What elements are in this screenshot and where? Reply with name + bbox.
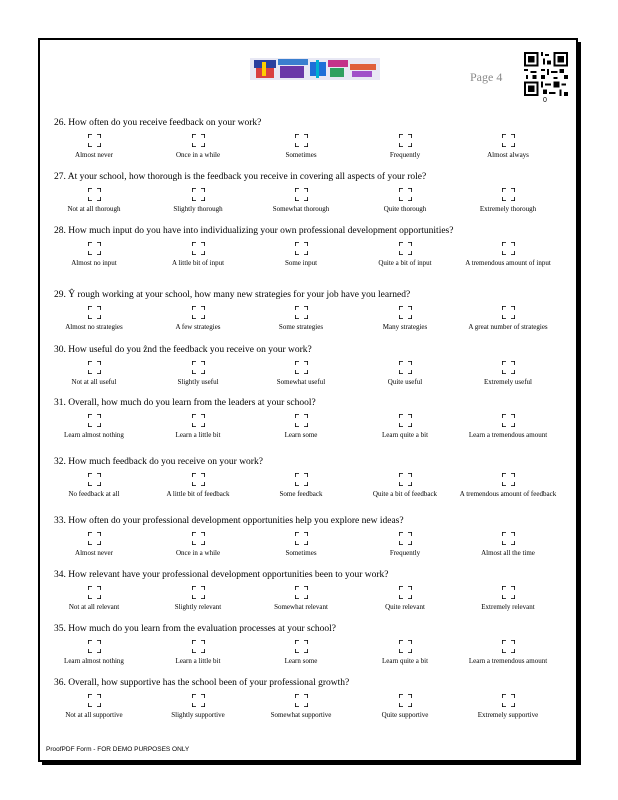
answer-label: Not at all thorough <box>67 205 121 213</box>
checkbox-icon[interactable] <box>399 640 412 653</box>
checkbox-icon[interactable] <box>192 306 205 319</box>
checkbox-icon[interactable] <box>502 242 515 255</box>
checkbox-icon[interactable] <box>88 473 101 486</box>
answer-options <box>40 586 580 616</box>
answer-option[interactable] <box>143 361 253 386</box>
answer-label: Some input <box>284 259 318 267</box>
answer-label: Extremely thorough <box>479 205 537 213</box>
answer-option[interactable] <box>453 188 563 213</box>
answer-label: Once in a while <box>175 549 221 557</box>
answer-option[interactable] <box>453 473 563 498</box>
checkbox-icon[interactable] <box>502 586 515 599</box>
answer-label: Not at all useful <box>71 378 117 386</box>
answer-option[interactable] <box>143 242 253 267</box>
answer-label: Somewhat supportive <box>270 711 332 719</box>
checkbox-icon[interactable] <box>88 242 101 255</box>
answer-label: Slightly supportive <box>171 711 225 719</box>
answer-option[interactable] <box>39 134 149 159</box>
answer-label: Learn quite a bit <box>381 431 429 439</box>
answer-option[interactable] <box>39 188 149 213</box>
answer-label: Quite thorough <box>383 205 427 213</box>
checkbox-icon[interactable] <box>399 134 412 147</box>
answer-option[interactable] <box>453 242 563 267</box>
checkbox-icon[interactable] <box>295 134 308 147</box>
answer-option[interactable] <box>246 242 356 267</box>
footer-text: ProofPDF Form - FOR DEMO PURPOSES ONLY <box>46 746 190 753</box>
checkbox-icon[interactable] <box>399 694 412 707</box>
answer-option[interactable] <box>350 414 460 439</box>
checkbox-icon[interactable] <box>88 134 101 147</box>
answer-label: Once in a while <box>175 151 221 159</box>
question-text: 29. Ŷ rough working at your school, how many new strategies for your job have you learned? <box>54 290 411 300</box>
checkbox-icon[interactable] <box>88 640 101 653</box>
checkbox-icon[interactable] <box>295 532 308 545</box>
answer-label: Almost never <box>75 549 113 557</box>
answer-label: Some feedback <box>279 490 323 498</box>
answer-label: Quite a bit of feedback <box>372 490 438 498</box>
answer-label: Somewhat thorough <box>272 205 330 213</box>
answer-label: Learn some <box>284 431 318 439</box>
checkbox-icon[interactable] <box>192 134 205 147</box>
answer-label: Slightly useful <box>177 378 219 386</box>
question-text: 36. Overall, how supportive has the school been of your professional growth? <box>54 678 350 688</box>
checkbox-icon[interactable] <box>295 473 308 486</box>
answer-label: Sometimes <box>285 549 317 557</box>
answer-options <box>40 306 580 336</box>
answer-option[interactable] <box>143 694 253 719</box>
answer-label: Learn a tremendous amount <box>468 657 548 665</box>
answer-option[interactable] <box>39 640 149 665</box>
answer-option[interactable] <box>246 361 356 386</box>
checkbox-icon[interactable] <box>502 694 515 707</box>
answer-label: A tremendous amount of input <box>465 259 551 267</box>
answer-label: Almost all the time <box>481 549 535 557</box>
checkbox-icon[interactable] <box>88 361 101 374</box>
answer-option[interactable] <box>143 473 253 498</box>
page-shadow-bottom <box>42 762 581 765</box>
checkbox-icon[interactable] <box>399 532 412 545</box>
form-page <box>38 38 578 762</box>
answer-option[interactable] <box>453 532 563 557</box>
answer-label: Extremely relevant <box>481 603 535 611</box>
checkbox-icon[interactable] <box>192 361 205 374</box>
page-number: Page 4 <box>470 70 503 84</box>
checkbox-icon[interactable] <box>502 532 515 545</box>
answer-option[interactable] <box>453 414 563 439</box>
answer-options <box>40 134 580 164</box>
answer-option[interactable] <box>453 361 563 386</box>
qr-caption: 0 <box>543 97 547 104</box>
checkbox-icon[interactable] <box>295 242 308 255</box>
checkbox-icon[interactable] <box>502 473 515 486</box>
answer-option[interactable] <box>143 134 253 159</box>
answer-option[interactable] <box>350 586 460 611</box>
answer-option[interactable] <box>350 473 460 498</box>
checkbox-icon[interactable] <box>88 188 101 201</box>
checkbox-icon[interactable] <box>88 532 101 545</box>
question-text: 28. How much input do you have into individualizing your own professional development opportunities? <box>54 226 454 236</box>
answer-option[interactable] <box>453 134 563 159</box>
answer-label: Slightly relevant <box>174 603 222 611</box>
question-text: 26. How often do you receive feedback on your work? <box>54 118 262 128</box>
answer-option[interactable] <box>246 586 356 611</box>
checkbox-icon[interactable] <box>502 414 515 427</box>
checkbox-icon[interactable] <box>502 188 515 201</box>
answer-label: Almost always <box>487 151 529 159</box>
question-text: 34. How relevant have your professional development opportunities been to your work? <box>54 570 389 580</box>
answer-label: Learn almost nothing <box>64 431 124 439</box>
answer-options <box>40 188 580 218</box>
checkbox-icon[interactable] <box>192 242 205 255</box>
answer-option[interactable] <box>350 188 460 213</box>
answer-label: Frequently <box>389 151 421 159</box>
checkbox-icon[interactable] <box>295 188 308 201</box>
question-text: 31. Overall, how much do you learn from the leaders at your school? <box>54 398 316 408</box>
checkbox-icon[interactable] <box>399 188 412 201</box>
answer-label: Quite relevant <box>385 603 425 611</box>
checkbox-icon[interactable] <box>192 532 205 545</box>
answer-option[interactable] <box>350 134 460 159</box>
answer-label: Somewhat useful <box>276 378 326 386</box>
answer-label: Sometimes <box>285 151 317 159</box>
answer-option[interactable] <box>143 188 253 213</box>
answer-option[interactable] <box>39 586 149 611</box>
checkbox-icon[interactable] <box>502 640 515 653</box>
checkbox-icon[interactable] <box>295 414 308 427</box>
checkbox-icon[interactable] <box>399 306 412 319</box>
answer-options <box>40 242 580 272</box>
checkbox-icon[interactable] <box>295 694 308 707</box>
answer-option[interactable] <box>143 532 253 557</box>
checkbox-icon[interactable] <box>502 361 515 374</box>
answer-label: Almost no input <box>71 259 117 267</box>
answer-label: Some strategies <box>278 323 324 331</box>
answer-option[interactable] <box>246 414 356 439</box>
answer-label: Learn quite a bit <box>381 657 429 665</box>
answer-label: Quite useful <box>387 378 423 386</box>
answer-option[interactable] <box>350 361 460 386</box>
answer-label: Quite supportive <box>381 711 429 719</box>
checkbox-icon[interactable] <box>399 361 412 374</box>
answer-option[interactable] <box>246 532 356 557</box>
question-text: 32. How much feedback do you receive on your work? <box>54 457 263 467</box>
answer-option[interactable] <box>350 694 460 719</box>
checkbox-icon[interactable] <box>295 640 308 653</box>
answer-label: Almost no strategies <box>65 323 123 331</box>
answer-option[interactable] <box>39 473 149 498</box>
answer-option[interactable] <box>350 640 460 665</box>
answer-label: Learn almost nothing <box>64 657 124 665</box>
answer-options <box>40 532 580 562</box>
checkbox-icon[interactable] <box>399 586 412 599</box>
answer-label: Extremely supportive <box>477 711 539 719</box>
checkbox-icon[interactable] <box>502 134 515 147</box>
checkbox-icon[interactable] <box>399 414 412 427</box>
checkbox-icon[interactable] <box>192 694 205 707</box>
answer-label: A great number of strategies <box>468 323 548 331</box>
answer-label: Quite a bit of input <box>378 259 432 267</box>
answer-label: Frequently <box>389 549 421 557</box>
question-text: 33. How often do your professional development opportunities help you explore new ideas? <box>54 516 404 526</box>
answer-option[interactable] <box>453 586 563 611</box>
answer-label: Slightly thorough <box>173 205 223 213</box>
answer-option[interactable] <box>350 306 460 331</box>
answer-label: Almost never <box>75 151 113 159</box>
checkbox-icon[interactable] <box>399 473 412 486</box>
answer-option[interactable] <box>246 188 356 213</box>
answer-option[interactable] <box>39 694 149 719</box>
answer-option[interactable] <box>246 306 356 331</box>
answer-option[interactable] <box>143 306 253 331</box>
checkbox-icon[interactable] <box>502 306 515 319</box>
answer-option[interactable] <box>39 242 149 267</box>
answer-label: Not at all relevant <box>68 603 120 611</box>
answer-label: Learn some <box>284 657 318 665</box>
answer-option[interactable] <box>246 473 356 498</box>
answer-label: A little bit of feedback <box>166 490 230 498</box>
checkbox-icon[interactable] <box>88 586 101 599</box>
checkbox-icon[interactable] <box>295 361 308 374</box>
answer-option[interactable] <box>350 242 460 267</box>
answer-option[interactable] <box>453 306 563 331</box>
answer-option[interactable] <box>350 532 460 557</box>
checkbox-icon[interactable] <box>88 414 101 427</box>
checkbox-icon[interactable] <box>399 242 412 255</box>
answer-label: Not at all supportive <box>65 711 123 719</box>
answer-option[interactable] <box>143 414 253 439</box>
answer-option[interactable] <box>39 361 149 386</box>
answer-label: Many strategies <box>382 323 428 331</box>
answer-options <box>40 414 580 444</box>
answer-label: Learn a little bit <box>175 657 221 665</box>
checkbox-icon[interactable] <box>88 306 101 319</box>
answer-option[interactable] <box>143 640 253 665</box>
answer-options <box>40 694 580 724</box>
answer-option[interactable] <box>453 640 563 665</box>
answer-option[interactable] <box>39 306 149 331</box>
question-text: 35. How much do you learn from the evaluation processes at your school? <box>54 624 337 634</box>
checkbox-icon[interactable] <box>192 586 205 599</box>
answer-label: Extremely useful <box>483 378 532 386</box>
answer-label: Learn a little bit <box>175 431 221 439</box>
logo-image <box>250 56 380 82</box>
answer-option[interactable] <box>453 694 563 719</box>
answer-option[interactable] <box>143 586 253 611</box>
checkbox-icon[interactable] <box>295 306 308 319</box>
answer-option[interactable] <box>246 640 356 665</box>
answer-label: A few strategies <box>175 323 221 331</box>
answer-option[interactable] <box>39 414 149 439</box>
checkbox-icon[interactable] <box>192 640 205 653</box>
answer-label: Somewhat relevant <box>274 603 328 611</box>
answer-options <box>40 473 580 503</box>
answer-label: No feedback at all <box>68 490 120 498</box>
answer-option[interactable] <box>39 532 149 557</box>
question-text: 27. At your school, how thorough is the feedback you receive in covering all aspects of your role? <box>54 172 427 182</box>
answer-option[interactable] <box>246 694 356 719</box>
checkbox-icon[interactable] <box>88 694 101 707</box>
answer-options <box>40 640 580 670</box>
checkbox-icon[interactable] <box>192 188 205 201</box>
answer-option[interactable] <box>246 134 356 159</box>
answer-options <box>40 361 580 391</box>
checkbox-icon[interactable] <box>192 473 205 486</box>
checkbox-icon[interactable] <box>192 414 205 427</box>
question-text: 30. How useful do you ẑnd the feedback you receive on your work? <box>54 345 312 355</box>
answer-label: Learn a tremendous amount <box>468 431 548 439</box>
checkbox-icon[interactable] <box>295 586 308 599</box>
qr-code-image <box>524 52 568 96</box>
answer-label: A little bit of input <box>171 259 225 267</box>
answer-label: A tremendous amount of feedback <box>459 490 557 498</box>
